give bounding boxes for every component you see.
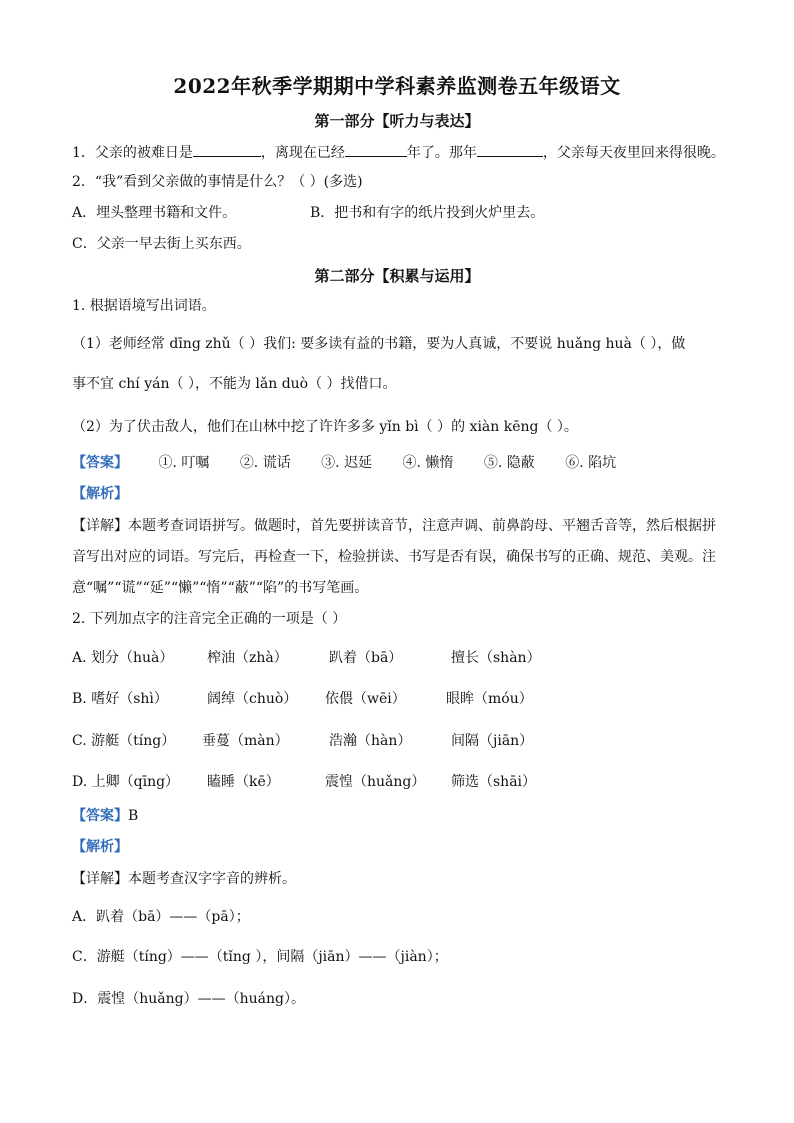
- option-cell: 震惶（huǎng）: [325, 774, 426, 790]
- question-1-fill: [72, 142, 725, 162]
- analysis-label: 【解析】: [72, 486, 128, 502]
- option-cell: 间隔（jiān）: [451, 733, 534, 749]
- q2-answer-row: [72, 807, 138, 825]
- q2-detail-label: 【详解】: [72, 871, 128, 887]
- q1-text-d: ，父亲每天夜里回来得很晚。: [542, 145, 725, 161]
- answer-item: ②. 谎话: [239, 455, 291, 471]
- p2-q2-stem: 2. 下列加点字的注音完全正确的一项是（ ）: [72, 611, 347, 627]
- p2-q1-line2: 事不宜 chí yán（ ），不能为 lǎn duò（ ）找借口。: [72, 376, 397, 392]
- blank-3[interactable]: [477, 142, 543, 157]
- option-cell: 浩瀚（hàn）: [329, 733, 412, 749]
- answer-item: ⑤. 隐蔽: [483, 455, 535, 471]
- option-b: B．把书和有字的纸片投到火炉里去。: [310, 205, 545, 221]
- detail-line-3: 意“嘱”“谎”“延”“懒”“惰”“蔽”“陷”的书写笔画。: [72, 580, 369, 596]
- q2-detail-text: 本题考查汉字字音的辨析。: [128, 871, 296, 887]
- option-cell: 阔绰（chuò）: [207, 691, 298, 707]
- option-cell: 榨油（zhà）: [207, 650, 288, 666]
- q1-text-b: ，离现在已经: [260, 145, 345, 161]
- answer-item: ①. 叮嘱: [158, 455, 210, 471]
- option-cell: 筛选（shāi）: [451, 774, 537, 790]
- answer-item: ⑥. 陷坑: [565, 455, 617, 471]
- option-cell: A. 划分（huà）: [72, 650, 174, 666]
- q2-explain-d: D．震惶（huǎng）——（huáng）。: [72, 991, 305, 1007]
- page-title: 2022年秋季学期期中学科素养监测卷五年级语文: [173, 74, 621, 98]
- option-cell: 眼眸（móu）: [446, 691, 533, 707]
- blank-1[interactable]: [193, 142, 261, 157]
- detail-text: 本题考查词语拼写。做题时，首先要拼读音节，注意声调、前鼻韵母、平翘舌音等，然后根据拼: [128, 518, 716, 534]
- option-a: A．埋头整理书籍和文件。: [72, 205, 237, 221]
- answer-row: [72, 454, 616, 472]
- q2-answer-label: 【答案】: [72, 808, 128, 824]
- q1-text-a: 1．父亲的被难日是: [72, 145, 193, 161]
- part2-heading: 第二部分【积累与运用】: [314, 267, 480, 285]
- question-2: 2．“我”看到父亲做的事情是什么？（ ）(多选): [72, 174, 363, 190]
- answer-label: 【答案】: [72, 455, 128, 471]
- q2-explain-c: C．游艇（tíng）——（tǐng ），间隔（jiān）——（jiàn）；: [72, 949, 448, 965]
- part1-heading: 第一部分【听力与表达】: [314, 112, 480, 130]
- detail-line-1: [72, 517, 716, 535]
- q2-answer-value: B: [128, 808, 139, 824]
- answer-item: ④. 懒惰: [402, 455, 454, 471]
- option-cell: 依偎（wēi）: [325, 691, 406, 707]
- option-c: C．父亲一早去街上买东西。: [72, 236, 251, 252]
- q2-analysis-label: 【解析】: [72, 839, 128, 855]
- option-cell: C. 游艇（tíng）: [72, 733, 176, 749]
- q2-detail: [72, 870, 296, 888]
- option-cell: 瞌睡（kē）: [207, 774, 280, 790]
- detail-label: 【详解】: [72, 518, 128, 534]
- option-cell: D. 上卿（qīng）: [72, 774, 180, 790]
- q1-text-c: 年了。那年: [406, 145, 477, 161]
- option-cell: 趴着（bā）: [329, 650, 403, 666]
- p2-q1-line1: （1）老师经常 dīng zhǔ（ ）我们: 要多读有益的书籍，要为人真诚，不要说 huǎng huà（ ），做: [72, 336, 686, 352]
- option-cell: 擅长（shàn）: [451, 650, 541, 666]
- q2-explain-a: A．趴着（bā）——（pā）；: [72, 909, 250, 925]
- p2-q1-stem: 1. 根据语境写出词语。: [72, 298, 216, 314]
- option-cell: 垂蔓（màn）: [202, 733, 289, 749]
- p2-q1-line3: （2）为了伏击敌人，他们在山林中挖了许许多多 yǐn bì（ ）的 xiàn kēng（ ）。: [72, 419, 578, 435]
- answer-item: ③. 迟延: [321, 455, 373, 471]
- blank-2[interactable]: [345, 142, 407, 157]
- detail-line-2: 音写出对应的词语。写完后，再检查一下，检验拼读、书写是否有误，确保书写的正确、规范、美观。注: [72, 549, 716, 565]
- option-cell: B. 嗜好（shì）: [72, 691, 168, 707]
